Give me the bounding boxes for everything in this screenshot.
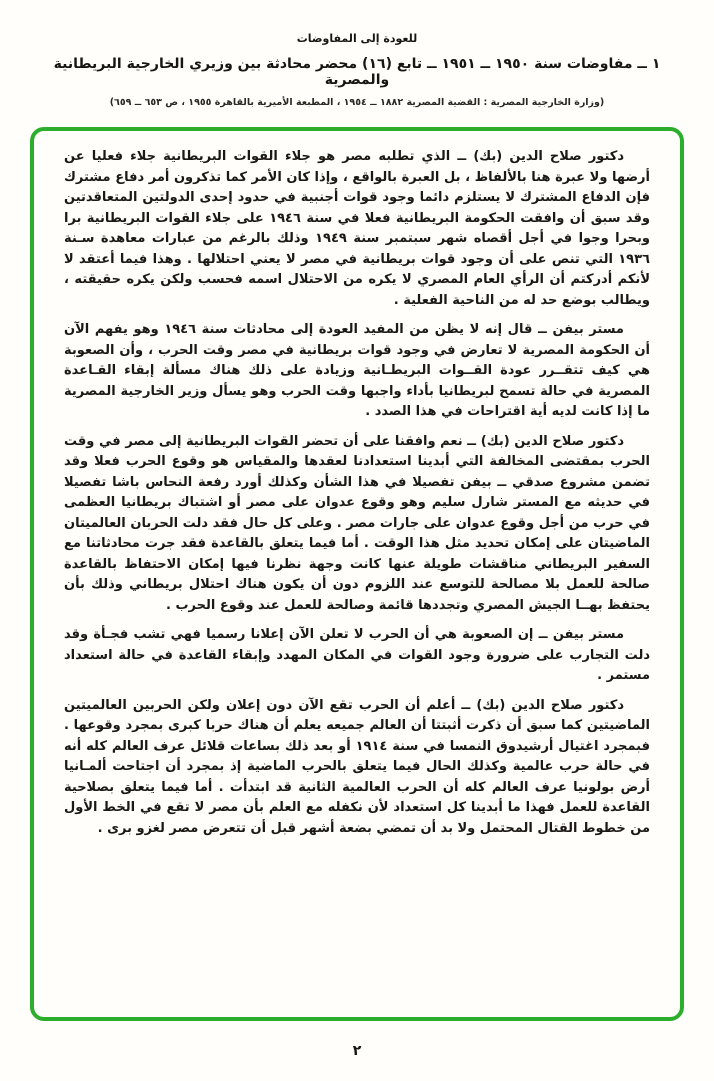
body-paragraph: دكتور صلاح الدين (بك) ــ نعم وافقنا على أن تحضر القوات البريطانية إلى مصر في وقت الحرب بمقتضى المخالفة التي أبدينا استعدادنا لعقدها والمقياس هو وقوع الحرب فعلا وقد تضمن مشروع صدقي ــ بيفن تفصيلا في هذا الشأن وكذلك أورد رفعة النحاس باشا تفصيلا في حديثه مع المستر شارل سليم وهو وقوع عدوان على مصر أو اشتباك بريطانيا العظمى في حرب من أجل وقوع عدوان على جارات مصر . وعلى كل حال فقد دلت الحربان العالميتان الماضيتان على إمكان تحديد مثل هذا الوقت . أما فيما يتعلق بالقاعدة فقد جرت محادثاتنا مع السفير البريطاني مناقشات طويلة عنها كانت وجهة نظرنا فيها إمكان الاحتفاظ بالقاعدة صالحة للعمل بلا مصالحة للتوسع عند اللزوم دون أن يكون هناك احتلال بريطاني وذلك بأن يحتفظ بهــا الجيش المصري وتجددها قائمة وصالحة للعمل عند وقوع الحرب . [64, 433, 650, 613]
body-paragraph: دكتور صلاح الدين (بك) ــ الذي تطلبه مصر هو جلاء القوات البريطانية جلاء فعليا عن أرضها ولا عبرة هنا بالألفاظ ، بل العبرة بالواقع ، وإذا كان الأمر كما تذكرون أمر دفاع مشترك فإن الدفاع المشترك لا يستلزم دائما وجود قوات أجنبية في حدود إحدى الدولتين المتعاقدتين وقد سبق أن وافقت الحكومة البريطانية فعلا في سنة ١٩٤٦ على جلاء القوات البريطانية برا وبحرا وجوا في أجل أقصاه شهر سبتمبر سنة ١٩٤٩ وذلك بالرغم من عبارات معاهدة سـنة ١٩٣٦ التي تنص على أن وجود قوات بريطانية في مصر لا يعني احتلالها . وهذا فيما أعتقد لا لأنكم أدركتم أن الرأي العام المصري لا يكره من الاحتلال اسمه فحسب ولكن يكره حقيقته ، ويطالب بوضع حد له من الناحية الفعلية . [64, 149, 650, 308]
header-kicker: للعودة إلى المفاوضات [296, 32, 418, 45]
body-paragraph: مستر بيفن ــ قال إنه لا يظن من المفيد العودة إلى محادثات سنة ١٩٤٦ وهو يفهم الآن أن الحكومة المصرية لا تعارض في وجود قوات بريطانية في مصر وقت الحرب ، وأن الصعوبة هي كيف تتقــرر عودة القــوات البريطـانية وزيادة على ذلك هناك مسألة إبقاء القـاعدة المصرية في حالة تسمح لبريطانيا بأداء واجبها وقت الحرب وهو يسأل وزير الخارجية المصرية ما إذا كانت لديه أية اقتراحات في هذا الصدد . [64, 322, 650, 419]
text-frame [30, 127, 684, 1021]
body-paragraph: دكتور صلاح الدين (بك) ــ أعلم أن الحرب تقع الآن دون إعلان ولكن الحربين العالميتين الماضيتين كما سبق أن ذكرت أثبتتا أن العالم جميعه يعلم أن هناك حربا كبرى بمجرد وقوعها . فبمجرد اغتيال أرشيدوق النمسا في سنة ١٩١٤ أو بعد ذلك بساعات قلائل عرف العالم كله أنه في حالة حرب عالمية وكذلك الحال فيما يتعلق بالحرب الماضية إذ بمجرد أن اجتاحت ألمـانيا أرض بولونيا عرف العالم كله أن الحرب العالمية الثانية قد ابتدأت . أما فيما يتعلق بصلاحية القاعدة للعمل فهذا ما أبدينا كل استعداد لأن نكفله مع العلم بأن مصر لا تقع في الخط الأول من خطوط القتال المحتمل ولا بد أن تمضي بضعة أشهر قبل أن تتعرض مصر لغزو برى . [64, 697, 651, 836]
page-number: ٢ [352, 1043, 362, 1059]
document-title: ١ ــ مفاوضات سنة ١٩٥٠ ــ ١٩٥١ ــ تابع (١٦) محضر محادثة بين وزيري الخارجية البريطانية والمصرية [53, 56, 661, 88]
source-citation: (وزارة الخارجية المصرية : القضية المصرية ١٨٨٢ ــ ١٩٥٤ ، المطبعة الأميرية بالقاهرة ١٩٥٥ ، ص ٦٥٣ ــ ٦٥٩) [109, 97, 605, 108]
page-header [0, 0, 714, 108]
body-paragraph: مستر بيفن ــ إن الصعوبة هي أن الحرب لا تعلن الآن إعلانا رسميا فهي تشب فجـأة وقد دلت التجارب على ضرورة وجود القوات في المكان المهدد وإبقاء القاعدة في حالة استعداد مستمر . [64, 627, 650, 683]
